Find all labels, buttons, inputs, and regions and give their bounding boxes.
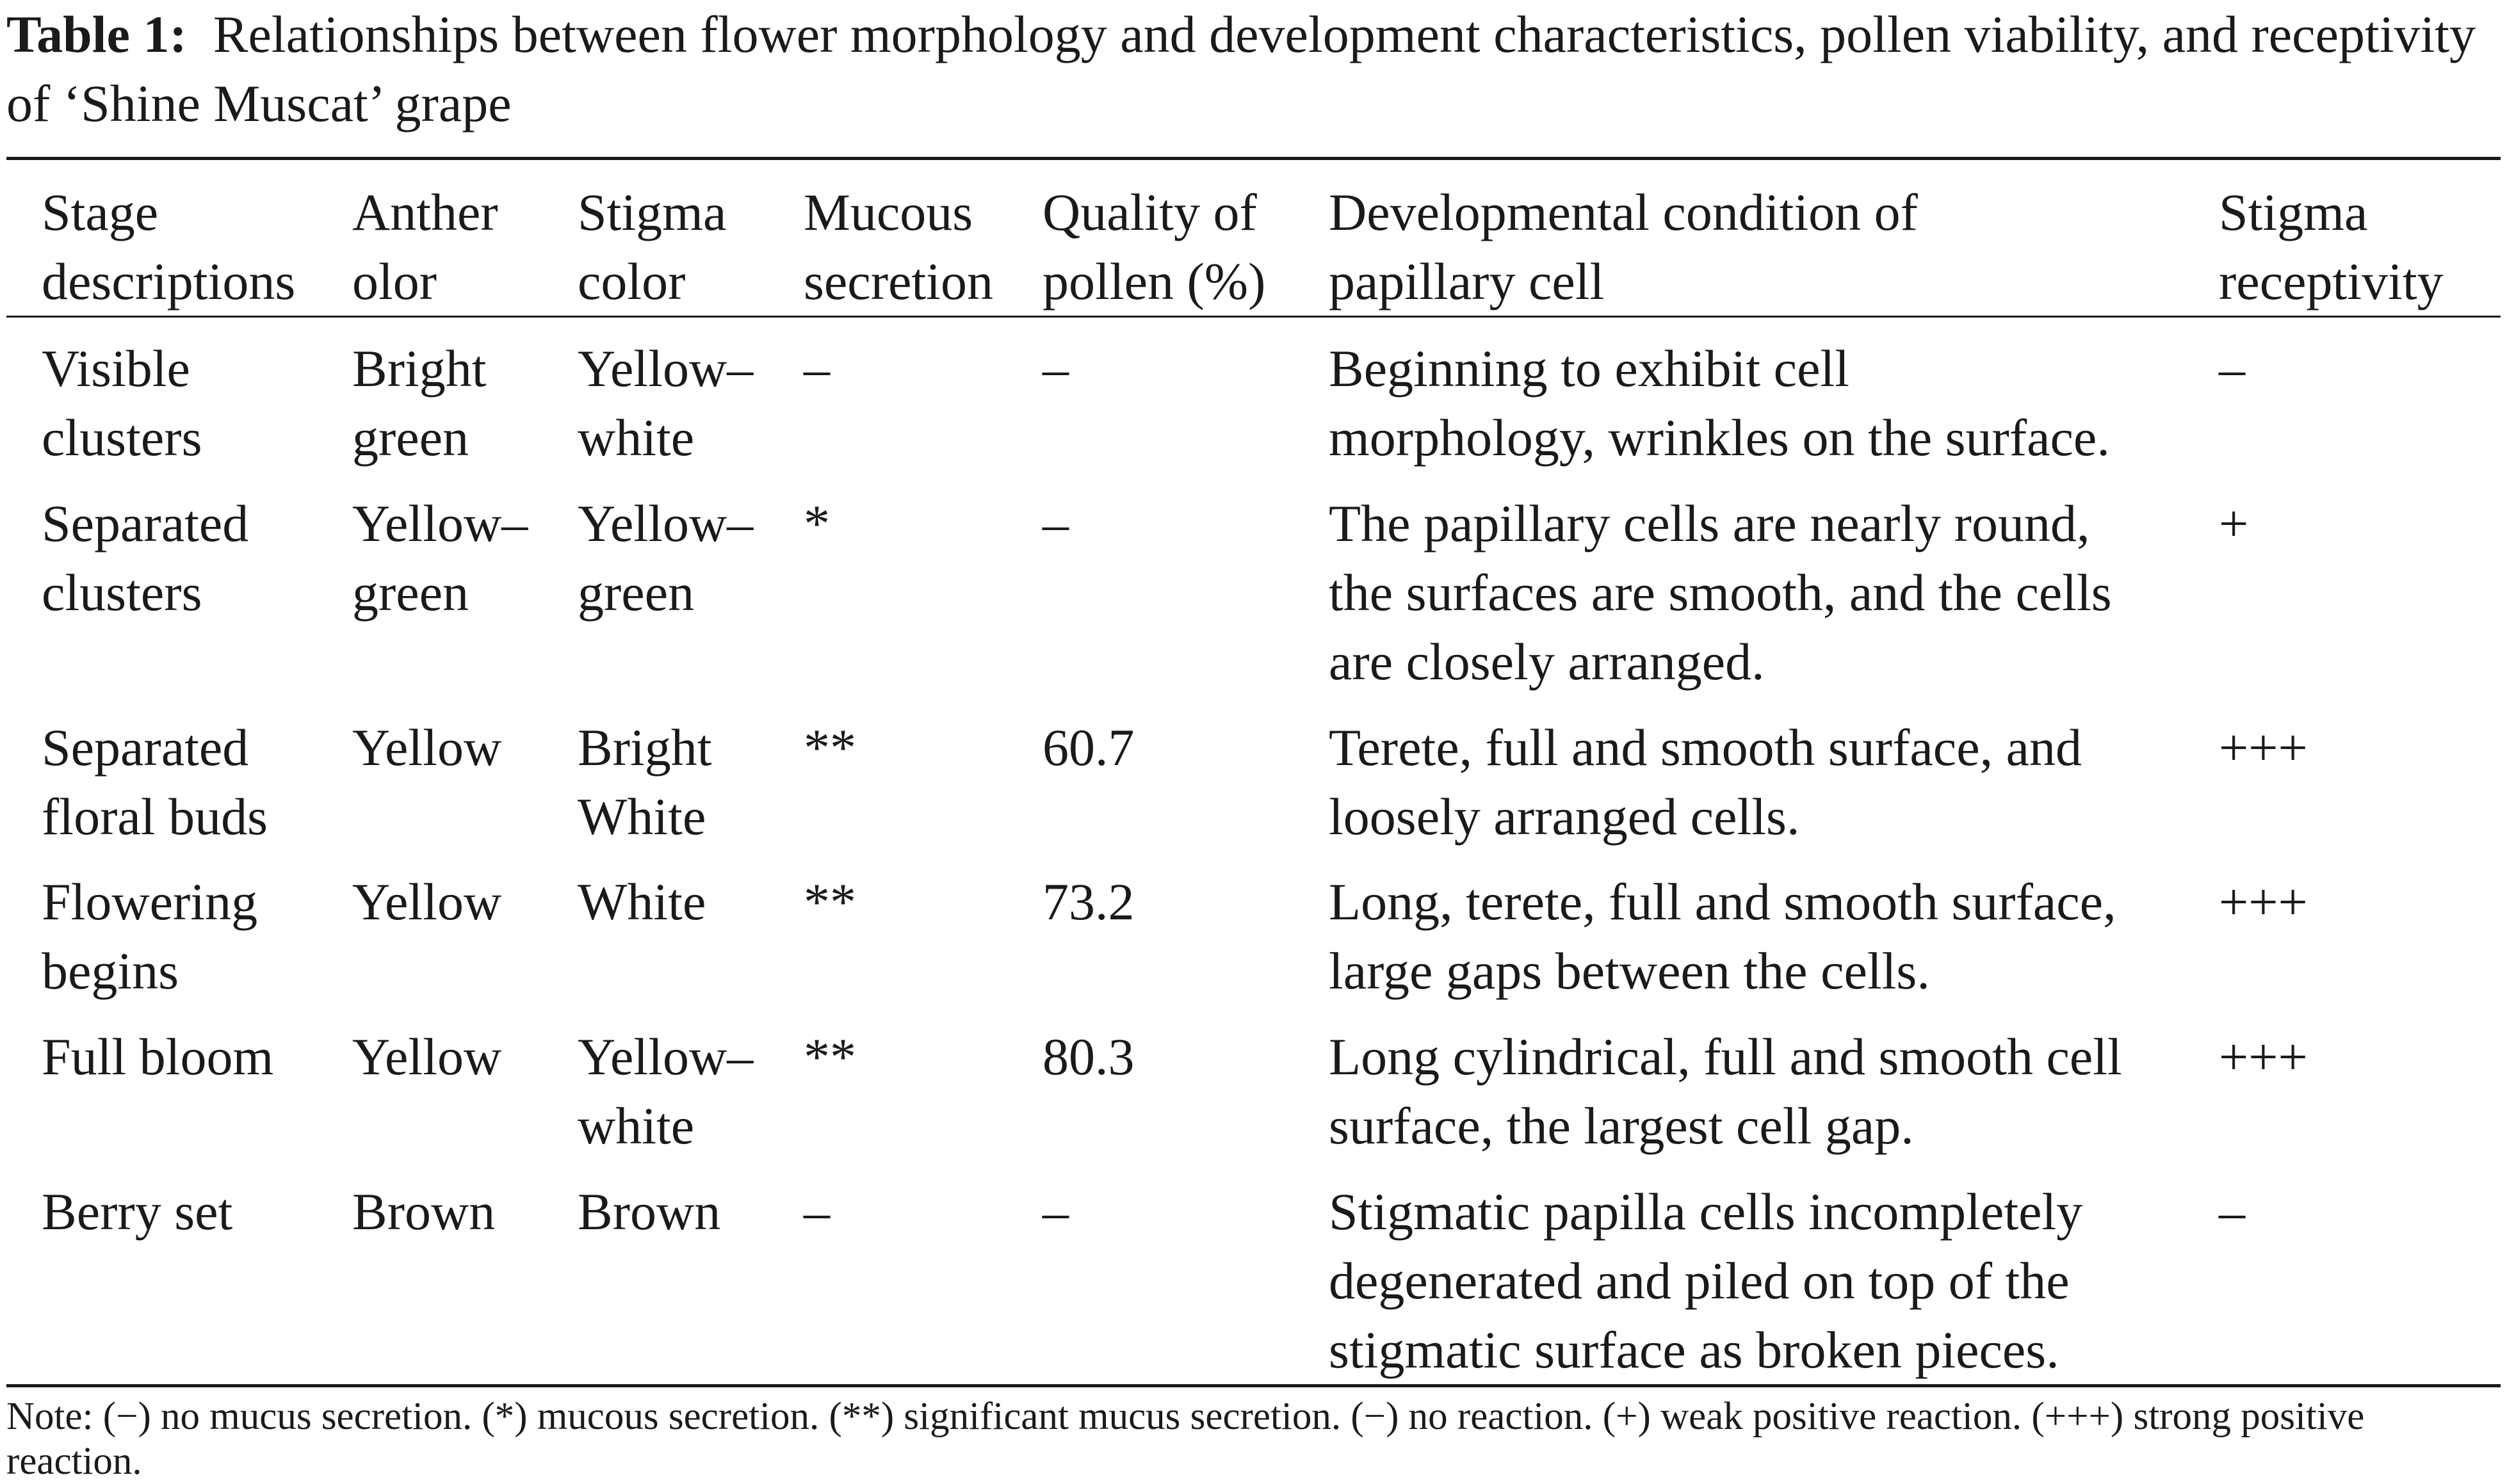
cell-pollen-quality: – xyxy=(1043,339,1069,398)
caption-text: Relationships between flower morphology and development characteristics, pollen viability, and receptivity of ‘Shine Muscat’ grape xyxy=(6,5,2476,133)
cell-anther-color: Brown xyxy=(352,1182,496,1241)
cell-stigma-receptivity: – xyxy=(2219,339,2245,398)
table-note: Note: (−) no mucus secretion. (*) mucous secretion. (**) significant mucus secretion. (−) no reaction. (+) weak positive reaction. (+++) strong positive reaction. xyxy=(6,1395,2365,1483)
cell-papillary-condition: Terete, full and smooth surface, and loosely arranged cells. xyxy=(1329,718,2082,846)
table-caption xyxy=(6,0,2497,138)
cell-mucous-secretion: – xyxy=(804,339,830,398)
cell-stage: Berry set xyxy=(42,1182,233,1241)
table-header-rule xyxy=(6,316,2501,318)
cell-mucous-secretion: ** xyxy=(804,873,856,931)
cell-mucous-secretion: * xyxy=(804,494,830,552)
cell-stigma-color: White xyxy=(578,873,706,931)
header-anther-color: Anther olor xyxy=(352,183,498,311)
table-top-rule xyxy=(6,157,2501,160)
cell-stage: Flowering begins xyxy=(42,873,258,1000)
cell-stigma-receptivity: +++ xyxy=(2219,1028,2308,1086)
cell-papillary-condition: Beginning to exhibit cell morphology, wrinkles on the surface. xyxy=(1329,339,2110,467)
caption-label: Table 1: xyxy=(6,5,187,63)
cell-mucous-secretion: ** xyxy=(804,1028,856,1086)
cell-pollen-quality: – xyxy=(1043,1182,1069,1241)
cell-stage: Separated clusters xyxy=(42,494,249,622)
cell-anther-color: Yellow– green xyxy=(352,494,528,622)
cell-anther-color: Yellow xyxy=(352,873,502,931)
cell-stage: Visible clusters xyxy=(42,339,202,467)
cell-stigma-receptivity: +++ xyxy=(2219,718,2308,777)
table-bottom-rule xyxy=(6,1384,2501,1387)
header-stigma-color: Stigma color xyxy=(578,183,727,311)
cell-papillary-condition: Long, terete, full and smooth surface, large gaps between the cells. xyxy=(1329,873,2116,1000)
cell-anther-color: Yellow xyxy=(352,718,502,777)
cell-mucous-secretion: ** xyxy=(804,718,856,777)
cell-stigma-color: Yellow– white xyxy=(578,339,754,467)
cell-pollen-quality: 73.2 xyxy=(1043,873,1135,931)
cell-stigma-receptivity: – xyxy=(2219,1182,2245,1241)
cell-stigma-receptivity: + xyxy=(2219,494,2249,552)
header-quality-of-pollen: Quality of pollen (%) xyxy=(1043,183,1266,311)
cell-stage: Full bloom xyxy=(42,1028,274,1086)
cell-pollen-quality: 60.7 xyxy=(1043,718,1135,777)
cell-papillary-condition: Long cylindrical, full and smooth cell surface, the largest cell gap. xyxy=(1329,1028,2122,1155)
cell-anther-color: Bright green xyxy=(352,339,487,467)
cell-anther-color: Yellow xyxy=(352,1028,502,1086)
header-stage-descriptions: Stage descriptions xyxy=(42,183,296,311)
cell-pollen-quality: 80.3 xyxy=(1043,1028,1135,1086)
cell-stigma-color: Bright White xyxy=(578,718,712,846)
cell-papillary-condition: The papillary cells are nearly round, the surfaces are smooth, and the cells are closely arranged. xyxy=(1329,494,2112,691)
header-stigma-receptivity: Stigma receptivity xyxy=(2219,183,2444,311)
cell-pollen-quality: – xyxy=(1043,494,1069,552)
cell-stigma-color: Yellow– white xyxy=(578,1028,754,1155)
header-papillary-cell-condition: Developmental condition of papillary cell xyxy=(1329,183,1918,311)
cell-mucous-secretion: – xyxy=(804,1182,830,1241)
cell-stigma-color: Yellow– green xyxy=(578,494,754,622)
cell-stigma-color: Brown xyxy=(578,1182,721,1241)
cell-papillary-condition: Stigmatic papilla cells incompletely degenerated and piled on top of the stigmatic surface as broken pieces. xyxy=(1329,1182,2083,1379)
cell-stage: Separated floral buds xyxy=(42,718,268,846)
header-mucous-secretion: Mucous secretion xyxy=(804,183,993,311)
cell-stigma-receptivity: +++ xyxy=(2219,873,2308,931)
